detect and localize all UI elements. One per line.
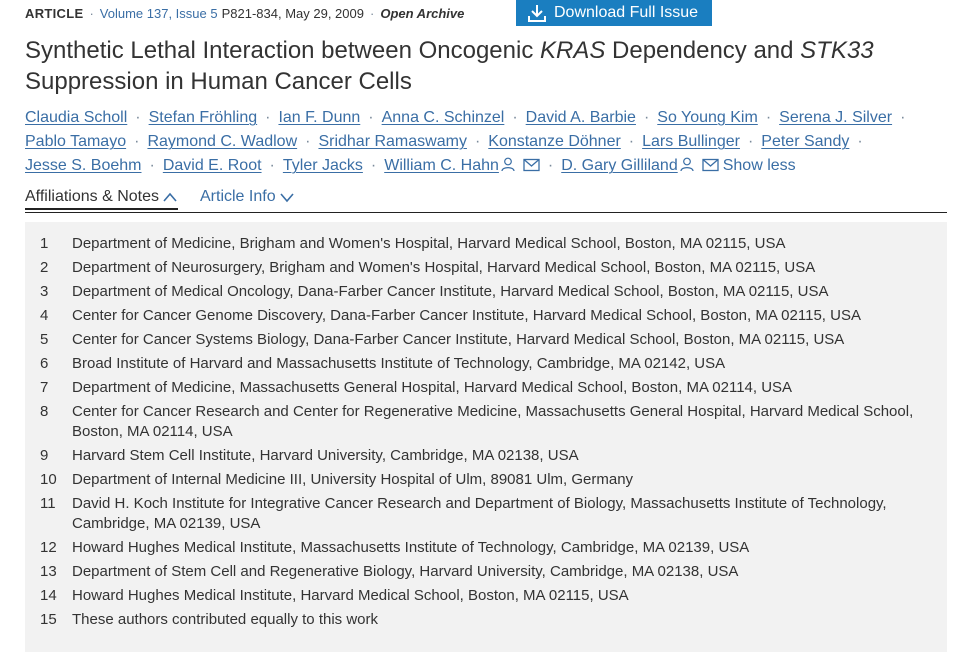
author-link[interactable]: Ian F. Dunn xyxy=(278,109,361,126)
download-label: Download Full Issue xyxy=(554,4,699,21)
author-link[interactable]: Serena J. Silver xyxy=(779,109,893,126)
affiliation-number: 14 xyxy=(40,587,57,604)
affiliation-text: Broad Institute of Harvard and Massachusetts Institute of Technology, Cambridge, MA 02142, USA xyxy=(72,355,726,372)
affiliation-number: 12 xyxy=(40,539,57,556)
author-separator: · xyxy=(765,109,772,126)
article-meta xyxy=(25,6,464,21)
author-separator: · xyxy=(512,109,518,126)
author-separator: · xyxy=(370,157,377,174)
author-link[interactable]: Sridhar Ramaswamy xyxy=(318,133,467,150)
author-separator: · xyxy=(628,133,635,150)
author-link[interactable]: David E. Root xyxy=(162,157,262,174)
meta-separator: · xyxy=(89,6,94,21)
author-link[interactable]: Peter Sandy xyxy=(761,133,850,150)
author-link[interactable]: D. Gary Gilliland xyxy=(561,157,678,174)
author-separator: · xyxy=(135,109,141,126)
show-less-link[interactable]: Show less xyxy=(722,157,796,174)
author-separator: · xyxy=(368,109,374,126)
person-icon xyxy=(501,157,515,172)
affiliation-text: Center for Cancer Systems Biology, Dana-Farber Cancer Institute, Harvard Medical School, Boston, MA 02115, USA xyxy=(72,331,845,348)
author-link[interactable]: Claudia Scholl xyxy=(25,109,128,126)
affiliation-text: Center for Cancer Genome Discovery, Dana-Farber Cancer Institute, Harvard Medical School, Boston, MA 02115, USA xyxy=(72,307,861,324)
affiliation-number: 1 xyxy=(40,235,49,252)
affiliation-number: 11 xyxy=(40,495,56,512)
affiliation-text: Department of Neurosurgery, Brigham and Women's Hospital, Harvard Medical School, Boston, MA 02115, USA xyxy=(72,259,816,276)
affiliation-text: Howard Hughes Medical Institute, Massachusetts Institute of Technology, Cambridge, MA 02139, USA xyxy=(72,539,750,556)
author-link[interactable]: Lars Bullinger xyxy=(642,133,740,150)
tab-affiliations-notes[interactable]: Affiliations & Notes xyxy=(25,188,178,206)
download-icon xyxy=(528,4,546,22)
affiliation-number: 3 xyxy=(40,283,49,300)
author-link[interactable]: Konstanze Döhner xyxy=(488,133,621,150)
affiliation-text: Department of Medicine, Massachusetts General Hospital, Harvard Medical School, Boston, MA 02114, USA xyxy=(72,379,793,396)
article-type-label: ARTICLE xyxy=(25,6,84,21)
pages-date: P821-834, May 29, 2009 xyxy=(221,6,364,21)
affiliation-text: Howard Hughes Medical Institute, Harvard Medical School, Boston, MA 02115, USA xyxy=(72,587,629,604)
affiliation-text: Department of Stem Cell and Regenerative Biology, Harvard University, Cambridge, MA 02138, USA xyxy=(72,563,739,580)
affiliation-number: 2 xyxy=(40,259,49,276)
author-separator: · xyxy=(747,133,754,150)
author-link[interactable]: William C. Hahn xyxy=(384,157,499,174)
affiliation-text: Department of Internal Medicine III, University Hospital of Ulm, 89081 Ulm, Germany xyxy=(72,471,634,488)
affiliation-number: 10 xyxy=(40,471,57,488)
author-separator: · xyxy=(265,109,271,126)
affiliation-text: These authors contributed equally to this work xyxy=(72,611,378,628)
affiliation-text: Harvard Stem Cell Institute, Harvard University, Cambridge, MA 02138, USA xyxy=(72,447,579,464)
email-icon[interactable] xyxy=(523,158,540,172)
affiliation-number: 7 xyxy=(40,379,49,396)
author-list xyxy=(25,106,950,178)
author-link[interactable]: Jesse S. Boehm xyxy=(25,157,142,174)
author-separator: · xyxy=(857,133,863,150)
affiliation-text: Department of Medicine, Brigham and Women's Hospital, Harvard Medical School, Boston, MA 02115, USA xyxy=(72,235,786,252)
affiliation-number: 8 xyxy=(40,403,49,420)
affiliation-number: 5 xyxy=(40,331,49,348)
author-separator: · xyxy=(474,133,481,150)
author-separator: · xyxy=(900,109,906,126)
author-link[interactable]: So Young Kim xyxy=(657,109,758,126)
tab-article-info[interactable]: Article Info xyxy=(200,188,295,206)
download-full-issue-button[interactable] xyxy=(516,0,712,26)
article-title: Synthetic Lethal Interaction between Oncogenic KRAS Dependency and STK33 Suppression in Human Cancer Cells xyxy=(25,37,874,95)
author-link[interactable]: Raymond C. Wadlow xyxy=(147,133,298,150)
access-label: Open Archive xyxy=(380,6,465,21)
author-link[interactable]: Tyler Jacks xyxy=(282,157,363,174)
author-link[interactable]: Stefan Fröhling xyxy=(148,109,258,126)
chevron-down-icon xyxy=(279,191,295,203)
author-separator: · xyxy=(134,133,140,150)
issue-link[interactable]: Volume 137, Issue 5 xyxy=(99,6,218,21)
affiliation-number: 13 xyxy=(40,563,57,580)
tab-bar xyxy=(25,186,947,213)
author-link[interactable]: Anna C. Schinzel xyxy=(381,109,505,126)
meta-separator: · xyxy=(369,6,375,21)
email-icon[interactable] xyxy=(702,158,719,172)
person-icon xyxy=(680,157,694,172)
affiliations-panel xyxy=(25,222,947,652)
affiliation-number: 9 xyxy=(40,447,49,464)
affiliation-number: 15 xyxy=(40,611,57,628)
author-separator: · xyxy=(305,133,311,150)
author-link[interactable]: Pablo Tamayo xyxy=(25,133,127,150)
author-separator: · xyxy=(643,109,650,126)
chevron-up-icon xyxy=(162,191,178,203)
affiliation-text: Department of Medical Oncology, Dana-Farber Cancer Institute, Harvard Medical School, Boston, MA 02115, USA xyxy=(72,283,829,300)
author-separator: · xyxy=(149,157,155,174)
affiliation-text: David H. Koch Institute for Integrative Cancer Research and Department of Biology, Massachusetts Institute of Technology, Cambridge, MA 02139, USA xyxy=(72,495,887,532)
affiliation-number: 6 xyxy=(40,355,49,372)
author-link[interactable]: David A. Barbie xyxy=(525,109,636,126)
author-separator: · xyxy=(547,157,554,174)
author-separator: · xyxy=(269,157,275,174)
affiliation-number: 4 xyxy=(40,307,49,324)
affiliation-text: Center for Cancer Research and Center for Regenerative Medicine, Massachusetts General Hospital, Harvard Medical School, Boston, MA 02114, USA xyxy=(72,403,914,440)
